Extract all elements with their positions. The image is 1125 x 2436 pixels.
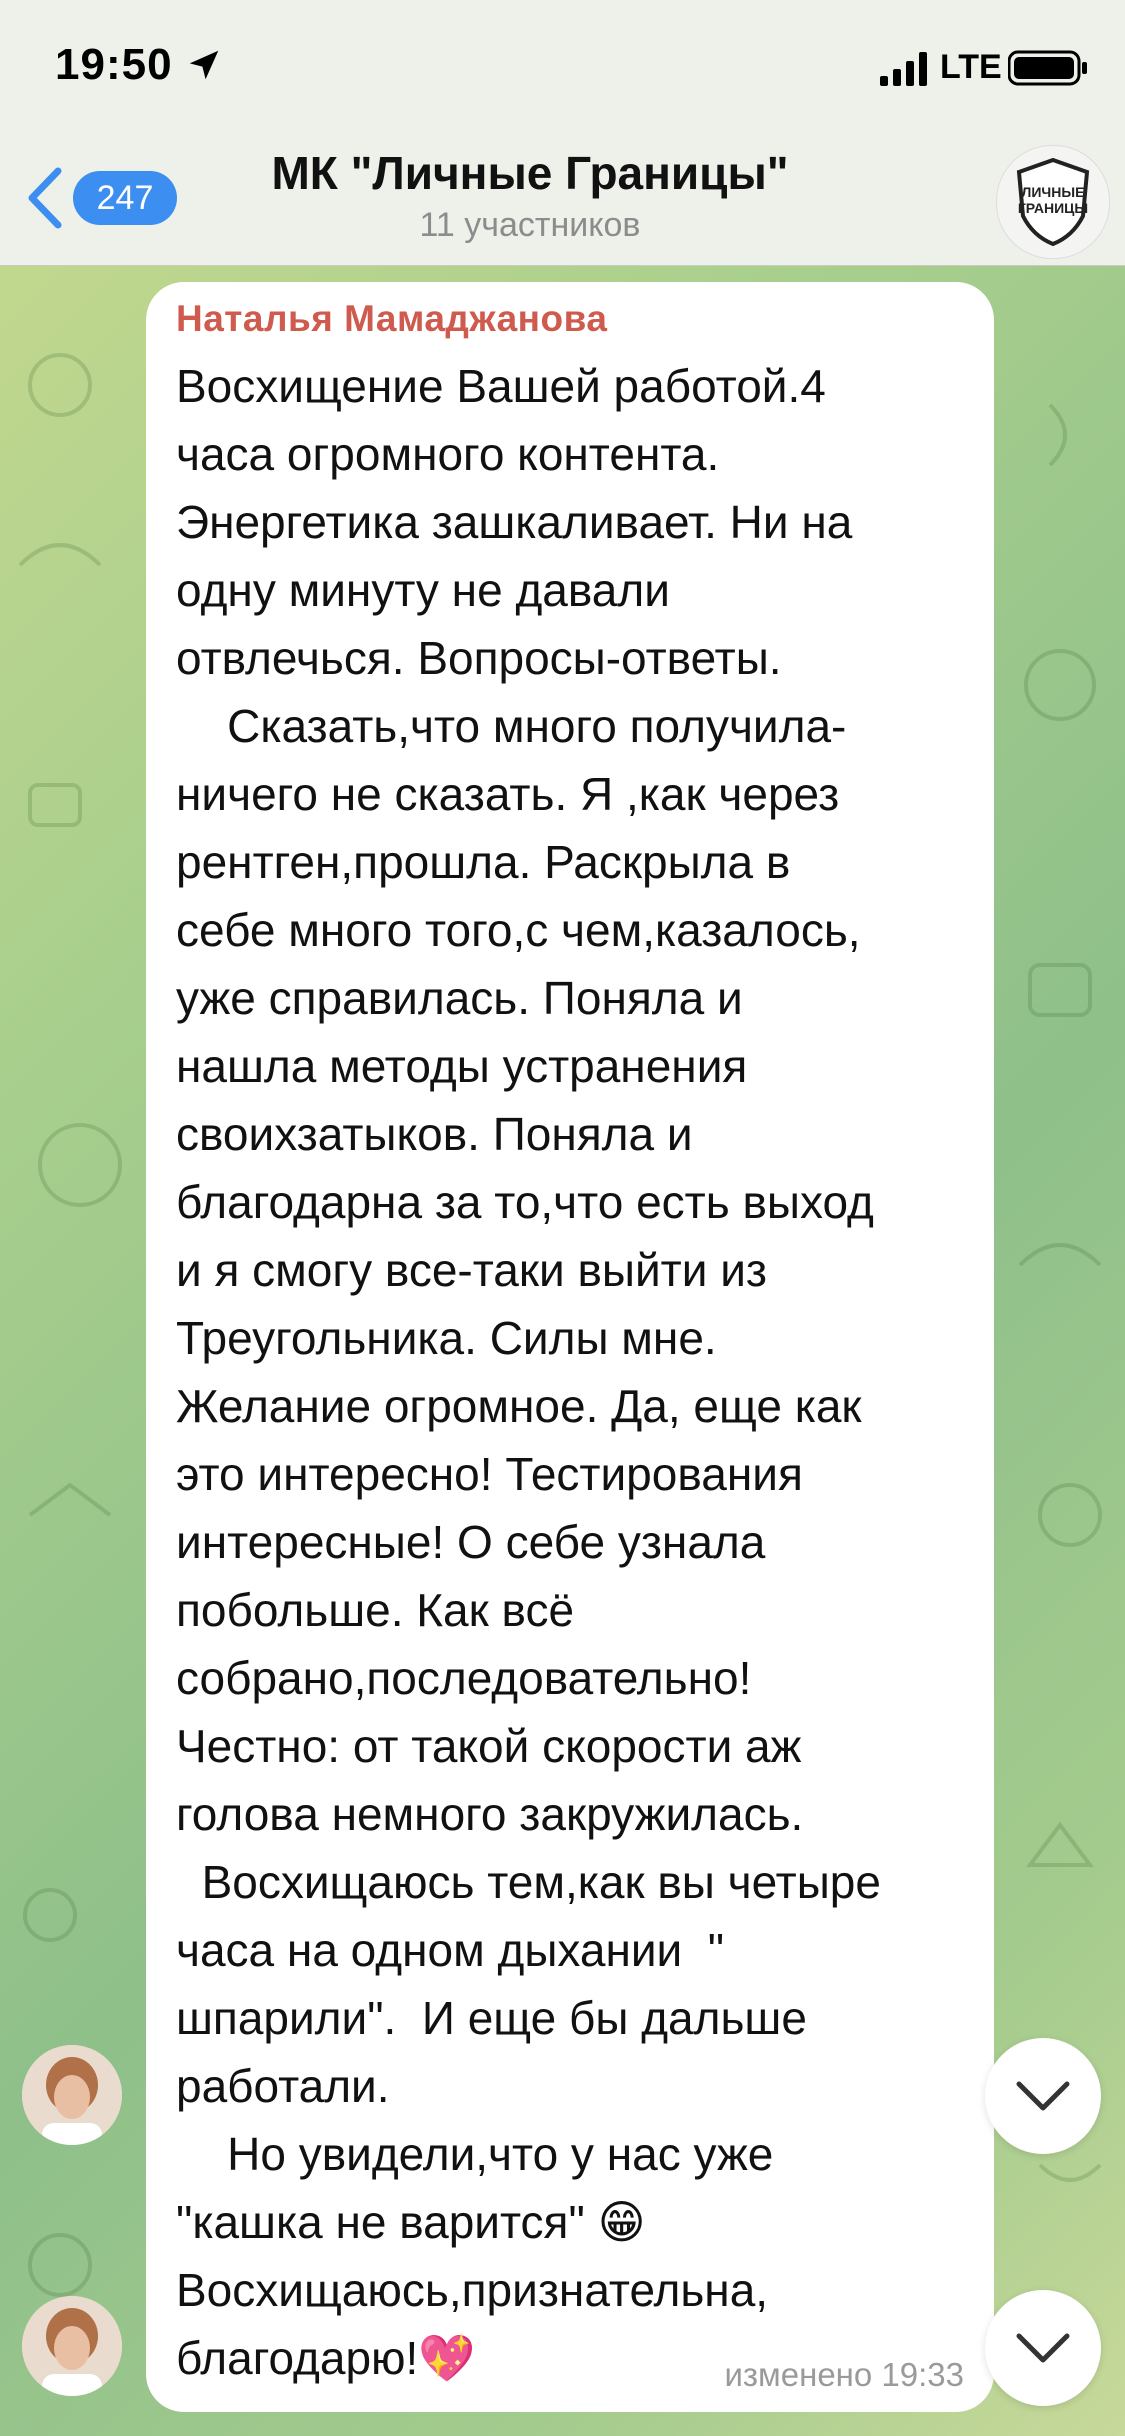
navigation-header xyxy=(0,0,1125,266)
avatar[interactable] xyxy=(22,2045,122,2145)
chevron-down-icon xyxy=(1013,2326,1073,2370)
location-arrow-icon xyxy=(185,46,223,84)
chevron-down-icon xyxy=(1013,2074,1073,2118)
avatar[interactable] xyxy=(22,2296,122,2396)
chevron-left-icon[interactable] xyxy=(22,165,66,231)
signal-icon xyxy=(880,52,930,86)
scroll-down-button[interactable] xyxy=(985,2290,1101,2406)
chat-subtitle: 11 участников xyxy=(419,206,641,244)
group-avatar-text: ЛИЧНЫЕ ГРАНИЦЫ xyxy=(1017,184,1089,216)
status-time: 19:50 xyxy=(55,40,173,89)
message-bubble[interactable] xyxy=(146,282,994,2412)
user-photo-icon xyxy=(22,2296,122,2396)
network-type: LTE xyxy=(940,48,1002,86)
back-unread-badge[interactable]: 247 xyxy=(73,171,177,225)
edited-timestamp: изменено 19:33 xyxy=(724,2356,964,2393)
chat-title[interactable]: МК "Личные Границы" xyxy=(271,147,789,199)
scroll-down-button[interactable] xyxy=(985,2038,1101,2154)
message-text: Восхищение Вашей работой.4 часа огромного контента. Энергетика зашкаливает. Ни на одну минуту не давали отвлечься. Вопросы-ответы. Сказать,что много получила- ничего не сказать. Я ,как через рентген,прошла. Раскрыла в себе много того,с чем,казалось, уже справилась. Поняла и нашла методы устранения своихзатыков. Поняла и благодарна за то,что есть выход и я смогу все-таки выйти из Треугольника. Силы мне. Желание огромное. Да, еще как это интересно! Тестирования интересные! О себе узнала побольше. Как всё собрано,последовательно! Честно: от такой скорости аж голова немного закружилась. Восхищаюсь тем,как вы четыре часа на одном дыхании " шпарили". И еще бы дальше работали. Но увидели,что у нас уже "кашка не варится" 😁 Восхищаюсь,признательна, благодарю!💖 xyxy=(176,360,881,2384)
user-photo-icon xyxy=(22,2045,122,2145)
sender-name[interactable]: Наталья Мамаджанова xyxy=(176,298,608,339)
battery-icon xyxy=(1008,50,1088,86)
group-avatar[interactable] xyxy=(996,145,1110,259)
